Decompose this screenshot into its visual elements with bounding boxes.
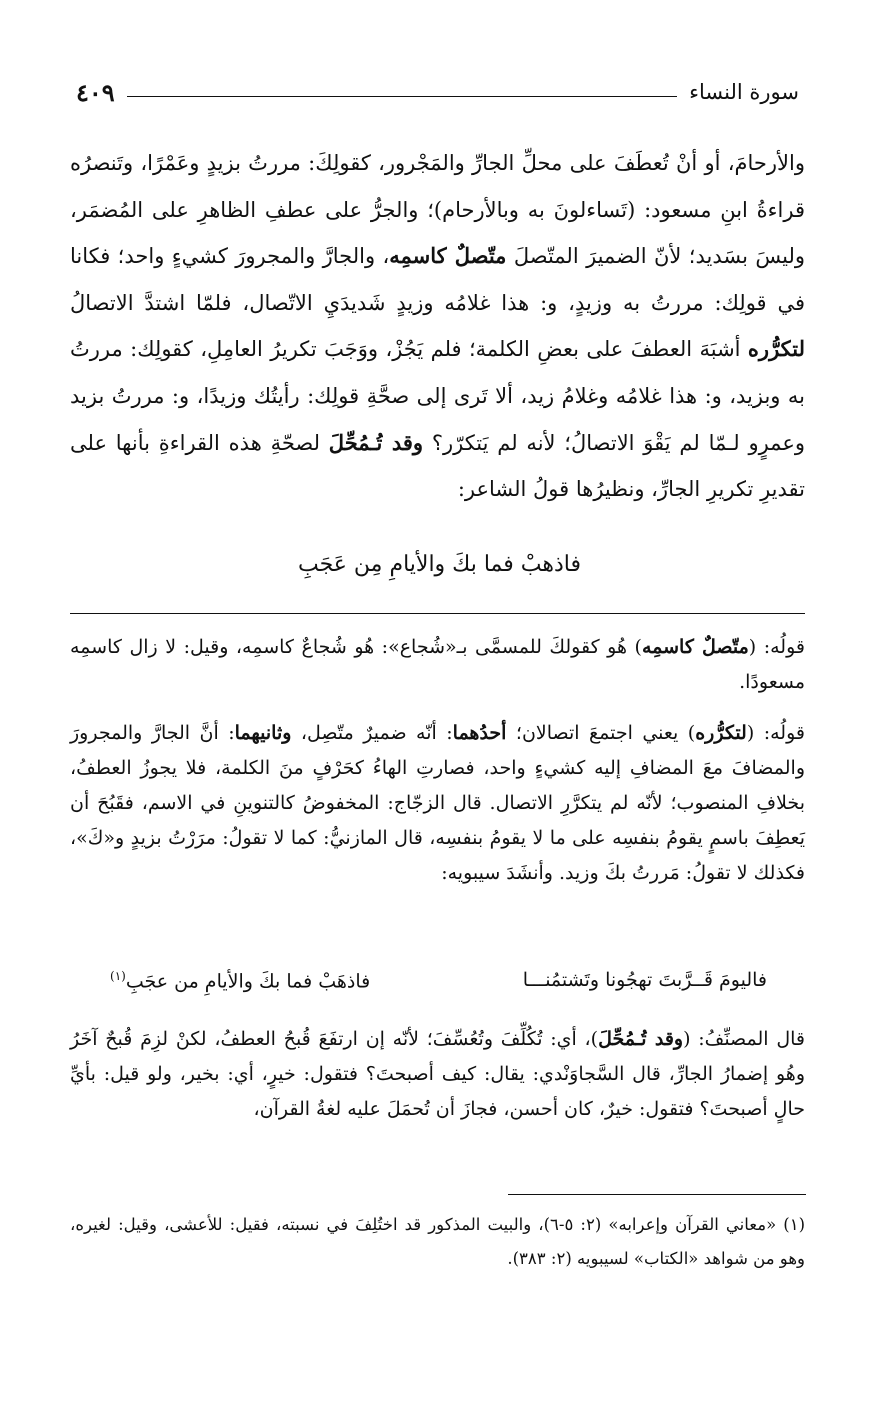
- main-text-run: لصحّةِ هذه القراءةِ بأنها على تقديرِ تكريرِ الجارِّ، ونظيرُها قولُ الشاعر:: [70, 430, 805, 502]
- main-text-run: ، والجارَّ والمجرورَ كشيءٍ واحد؛ فكانا في قولِك: مررتُ به وزيدٍ، و: هذا غلامُه وزيدٍ شَديدَيِ الاتّصال، فلمّا اشتدَّ الاتصالُ: [70, 244, 805, 315]
- commentary-run: ) يعني اجتمعَ اتصالان؛: [506, 722, 696, 744]
- commentary-paragraph: [70, 630, 805, 700]
- bold-phrase: لتكرُّره: [747, 336, 805, 362]
- bold-phrase: وقد تُـمُحِّلَ: [328, 429, 424, 455]
- footnote-text: (١) «معاني القرآن وإعرابه» (٢: ٥-٦)، والبيت المذكور قد اختُلِفَ في نسبته، فقيل: للأعشى، وقيل: لغيره، وهو من شواهد «الكتاب» لسيبويه (٢: ٣٨٣).: [70, 1215, 805, 1268]
- verse-second-half: [110, 969, 370, 992]
- header-rule: [127, 96, 677, 97]
- main-paragraph: [70, 140, 805, 513]
- bold-phrase: وثانيهما: [234, 722, 292, 744]
- verse-second-half-text: فاذهَبْ فما بكَ والأيامِ من عجَبِ: [125, 970, 371, 993]
- poetry-couplet: [110, 969, 767, 992]
- commentary-run: ) هُو كقولكَ للمسمَّى بـ«شُجاع»: هُو شُجاعٌ كاسمِه، وقيل: لا زال كاسمِه مسعودًا.: [70, 636, 805, 693]
- commentary-paragraph: [70, 1022, 805, 1127]
- surah-name: سورة النساء: [689, 80, 799, 104]
- bold-phrase: متّصلٌ كاسمِه: [641, 636, 749, 658]
- bold-phrase: لتكرُّره: [695, 722, 747, 744]
- verse-first-half: فاليومَ قَــرَّبتَ تهجُونا وتَشتمُنـــا: [522, 969, 767, 991]
- page-number: ٤٠٩: [76, 77, 115, 107]
- commentary-run: قولُه: (: [746, 722, 805, 744]
- commentary-run: قال المصنِّفُ: (: [683, 1028, 806, 1050]
- commentary-run: : أنّه ضميرٌ متّصِل،: [291, 722, 453, 744]
- footnote-reference: (١): [110, 969, 126, 983]
- main-text: [70, 140, 805, 513]
- commentary-run: : أنَّ الجارَّ والمجرورَ والمضافَ معَ المضافِ إليه كشيءٍ واحد، فصارتِ الهاءُ كحَرْفٍ منَ الكلمة، فلا يجوزُ العطفُ، بخلافِ المنصوب؛ لأنّه لم يتكرَّرِ الاتصال. قال الزجّاج: المخفوضُ كالتنوينِ في الاسم، فقَبُحَ أن يَعطِفَ باسمٍ يقومُ بنفسِه على ما لا يقومُ بنفسِه، قال المازنيُّ: كما لا تقولُ: مرَرْتُ بزيدٍ و«كَ»، فكذلك لا تقولُ: مَررتُ بكَ وزيد. وأنشَدَ سيبويه:: [70, 722, 805, 884]
- commentary-run: قولُه: (: [748, 636, 805, 658]
- footnote: [70, 1208, 805, 1276]
- bold-phrase: أحدُهما: [452, 722, 507, 744]
- main-text-run: والأرحامَ، أو أنْ تُعطَفَ على محلِّ الجارِّ والمَجْرور، كقولِكَ: مررتُ بزيدٍ وعَمْرًا، وتَنصرُه قراءةُ ابنِ مسعود: (تَساءلونَ به وبالأرحام)؛ والجرُّ على عطفِ الظاهرِ على المُضمَر، وليسَ بسَديد؛ لأنّ الضميرَ المتّصلَ: [70, 151, 805, 269]
- poetry-verse: فاذهبْ فما بكَ والأيامِ مِن عَجَبِ: [298, 552, 581, 577]
- commentary-run: )، أي: تُكُلِّفَ وتُعُسِّفَ؛ لأنّه إن ارتفَعَ قُبحُ العطفُ، لكنْ لزِمَ قُبحٌ آخَرُ وهُو إضمارُ الجارِّ، قال السَّجاوَنْدي: يقال: كيف أصبحتَ؟ فتقول: خيرٍ، أي: بخير، ولو قيل: بأيِّ حالٍ أصبحتَ؟ فتقول: خيرٌ، كان أحسن، فجازَ أن تُحمَلَ عليه لغةُ القرآن،: [70, 1028, 805, 1120]
- footnote-divider: [508, 1194, 806, 1195]
- commentary-divider: [70, 613, 805, 614]
- page-header: [76, 70, 799, 114]
- bold-phrase: متّصلٌ كاسمِه: [389, 243, 507, 269]
- commentary-paragraph: [70, 716, 805, 891]
- main-text-run: أشبَهَ العطفَ على بعضِ الكلمة؛ فلم يَجُزْ، ووَجَبَ تكريرُ العامِلِ، كقولِك: مررتُ به وبزيد، و: هذا غلامُه وغلامُ زيد، ألا تَرى إلى صحَّةِ قولِك: رأيتُك وزيدًا، و: مررتُ بزيد وعمرٍو لـمّا لم يَقْوَ الاتصالُ؛ لأنه لم يَتكرّر؟: [70, 337, 805, 455]
- bold-phrase: وقد تُـمُحِّلَ: [598, 1028, 684, 1050]
